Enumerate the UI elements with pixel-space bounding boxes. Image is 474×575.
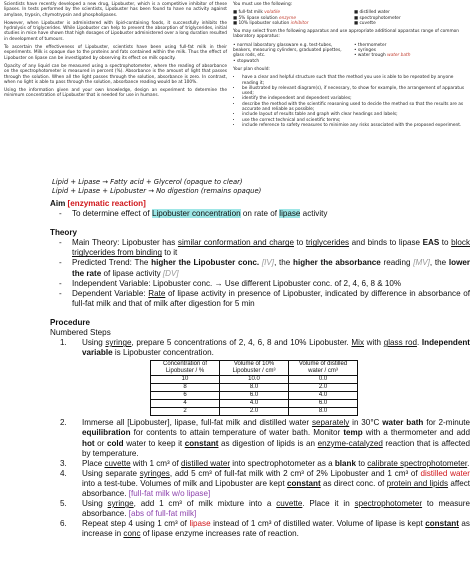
required-items [233, 10, 469, 26]
equations [52, 178, 472, 196]
table-cell: 2 [151, 408, 220, 416]
aim-item: - To determine effect of Lipobuster concentration on rate of lipase activity [59, 209, 328, 219]
apparatus-list [233, 43, 469, 64]
aim-heading: Aim [enzymatic reaction] [50, 199, 146, 208]
required-item: ■ full-fat milk volatile [233, 10, 280, 16]
plan-item: • describe the method with the scientific reasoning used to decide the method so that the results are as accurate and reliable as possible; [242, 102, 469, 113]
plan-notes [50, 199, 470, 539]
table-cell: 4.0 [289, 392, 358, 400]
plan-intro: Your plan should: [233, 66, 270, 72]
procedure-step: 6. Repeat step 4 using 1 cm³ of lipase instead of 1 cm³ of distilled water. Volume of lipase is kept constant as increase in conc of lipase enzyme increases rate of reaction. [60, 519, 470, 539]
equation-inhibition: Lipid + Lipase + Lipobuster → No digestion (remains opaque) [52, 187, 262, 195]
required-item: ■ spectrophotometer [354, 15, 401, 21]
table-cell: 6.0 [289, 400, 358, 408]
table-header: Concentration of Lipobuster / % [151, 361, 220, 376]
required-item: ■ 5% lipase solution enzyme [233, 15, 297, 21]
apparatus-item: • normal laboratory glassware e.g. test-tubes, beakers, measuring cylinders, graduated pipettes, glass rods, etc. [233, 42, 342, 59]
table-row [151, 400, 358, 408]
table-header: Volume of distilled water / cm³ [289, 361, 358, 376]
question-scan [0, 0, 474, 175]
table-cell: 10.0 [220, 376, 289, 384]
procedure-step: 5. Using syringe, add 1 cm³ of milk mixture into a cuvette. Place it in spectrophotometer to measure absorbance. [abs of full-fat milk] [60, 499, 470, 519]
apparatus-item: • stopwatch [233, 58, 260, 64]
requirements-intro: You must use the following: [233, 2, 293, 7]
plan-item: • be illustrated by relevant diagram(s), if necessary, to show for example, the arrangement of apparatus used; [242, 86, 469, 97]
table-cell: 8.0 [220, 384, 289, 392]
question-paragraph: Scientists have recently developed a new drug, Lipobuster, which is a competitive inhibitor of these lipases. In tests performed by the scientists, Lipobuster has been found to have no activity against amylase, trypsin, chymotrypsin and phospholipases. [4, 2, 227, 18]
procedure-step: 1. Using syringe, prepare 5 concentrations of 2, 4, 6, 8 and 10% Lipobuster. Mix with glass rod. Independent variable is Lipobuster concentration. [60, 338, 470, 358]
table-cell: 10 [151, 376, 220, 384]
table-row [151, 384, 358, 392]
procedure-step: 2. Immerse all [Lipobuster], lipase, full-fat milk and distilled water separately in 30°C water bath for 2-minute equilibration for contents to attain temperature of water bath. Monitor temp with a thermometer and add hot or cold water to keep it constant as digestion of lipids is an enzyme-catalyzed reaction that is affected by temperature. [60, 418, 471, 458]
theory-item: - Main Theory: Lipobuster has similar conformation and charge to triglycerides and binds to lipase EAS to block triglycerides from binding to it [59, 238, 470, 258]
table-cell: 6.0 [220, 392, 289, 400]
required-item: ■ 10% lipobuster solution inhibitor [233, 20, 309, 26]
table-cell: 0.0 [289, 376, 358, 384]
table-header: Volume of 10% Lipobuster / cm³ [220, 361, 289, 376]
theory-item: - Independent Variable: Lipobuster conc. → Use different Lipobuster conc. of 2, 4, 6, 8 & 10% [59, 278, 402, 288]
table-cell: 2.0 [220, 408, 289, 416]
plan-item: • include layout of results table and graph with clear headings and labels; [242, 112, 469, 117]
table-row [151, 408, 358, 416]
equation-digestion: Lipid + Lipase → Fatty acid + Glycerol (opaque to clear) [52, 178, 243, 186]
table-cell: 8.0 [289, 408, 358, 416]
plan-item: • use the correct technical and scientific terms; [242, 118, 469, 123]
plan-item: • have a clear and helpful structure such that the method you use is able to be repeated by anyone reading it; [242, 75, 469, 86]
theory-item: - Dependent Variable: Rate of lipase activity in presence of Lipobuster, indicated by difference in absorbance of full-fat milk and that of milk after digestion for 5 min [59, 288, 470, 308]
question-paragraph: To ascertain the effectiveness of Lipobuster, scientists have been using full-fat milk in their experiments. Milk is opaque due to the proteins and fats contained within the milk. Thus the effect of Lipobuster on lipase can be investigated by observing its effect on milk opacity. [4, 45, 227, 61]
table-row [151, 376, 358, 384]
dilution-table [150, 360, 358, 416]
plan-item: • identify the independent and dependent variables; [242, 96, 469, 101]
procedure-step: 3. Place cuvette with 1 cm³ of distilled water into spectrophotometer as a blank to calibrate spectrophotometer. [60, 458, 470, 468]
table-header-row [151, 361, 358, 376]
question-left-column [4, 2, 227, 102]
question-paragraph: Opacity of any liquid can be measured using a spectrophotometer, where the reading of absorbance on the spectrophotometer is measured in percent (%). Absorbance is the amount of light that passes through the solution. When all the light passes through the solution, absorbance is zero. In contrast, when no light is able to pass through the solution, absorbance reading would be at 100%. [4, 63, 227, 85]
theory-heading: Theory [50, 228, 77, 238]
table-cell: 2.0 [289, 384, 358, 392]
theory-item: - Predicted Trend: The higher the Lipobuster conc. [IV], the higher the absorbance reading [MV], the lower the rate of lipase activity [DV] [59, 258, 471, 278]
table-cell: 6 [151, 392, 220, 400]
procedure-step: 4. Using separate syringes, add 5 cm³ of full-fat milk with 2 cm³ of 2% Lipobuster and 1 cm³ of distilled water into a test-tube. Volumes of milk and Lipobuster are kept constant as direct conc. of protein and lipids affect absorbance. [full-fat milk w/o lipase] [60, 468, 470, 498]
table-cell: 4 [151, 400, 220, 408]
required-item: ■ cuvette [354, 20, 376, 26]
apparatus-item: • thermometer • syringes • water trough water bath [354, 42, 411, 59]
question-paragraph: However, when Lipobuster is administered with lipid-containing foods, it successfully inhibits the hydrolysis of triglycerides. While Lipobuster can help to prevent the absorption of triglycerides, initial studies in mice have shown that high dosages of Lipobuster administered over a long duration resulted in development of tumours. [4, 20, 227, 42]
plan-list [233, 75, 469, 128]
procedure-subheading: Numbered Steps [50, 328, 111, 338]
table-cell: 4.0 [220, 400, 289, 408]
procedure-heading: Procedure [50, 317, 91, 327]
table-row [151, 392, 358, 400]
required-item: ■ distilled water [354, 10, 390, 16]
question-right-column [233, 2, 469, 128]
plan-item: • include reference to safety measures to minimise any risks associated with the proposed experiment. [242, 123, 469, 128]
apparatus-intro: You may select from the following apparatus and use appropriate additional apparatus range of common laboratory apparatus: [233, 29, 459, 40]
table-cell: 8 [151, 384, 220, 392]
question-paragraph: Using the information given and your own knowledge, design an experiment to determine the minimum concentration of Lipobuster that is needed for use in humans. [4, 88, 227, 99]
